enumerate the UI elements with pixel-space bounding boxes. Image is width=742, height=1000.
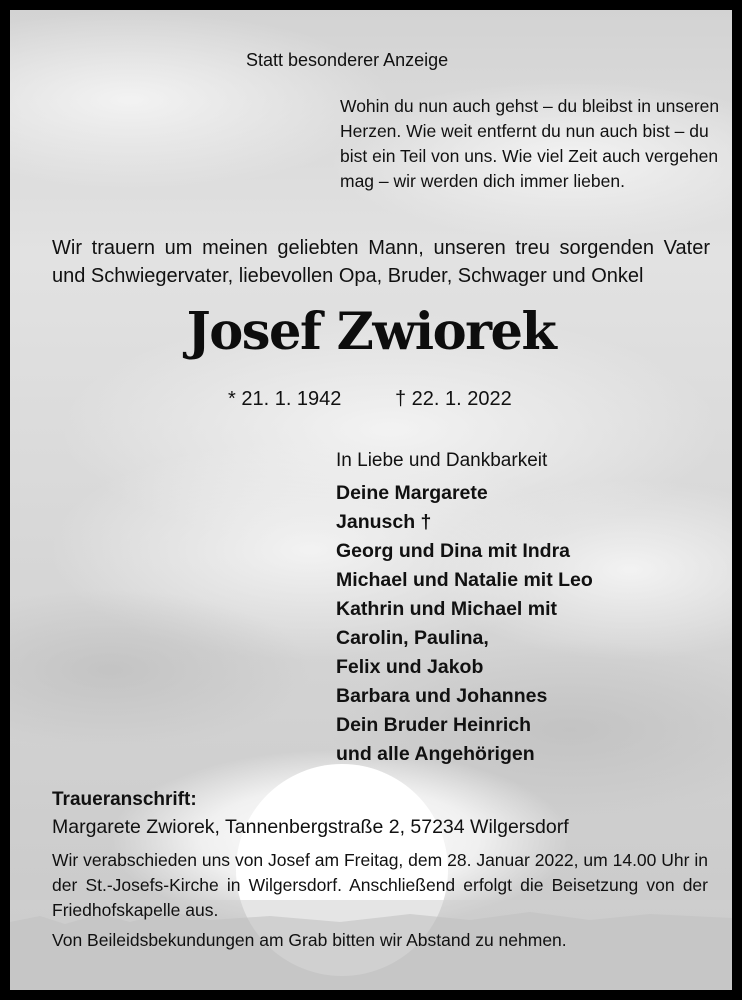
mourner-line: Carolin, Paulina, [336, 627, 489, 649]
mourning-address-label: Traueranschrift: [52, 789, 197, 810]
deceased-name: Josef Zwiorek [186, 302, 556, 362]
mourner-line: Georg und Dina mit Indra [336, 540, 571, 562]
mourning-address: Margarete Zwiorek, Tannenbergstraße 2, 57234 Wilgersdorf [52, 816, 569, 838]
mourner-line: Deine Margarete [336, 482, 488, 504]
mourner-line: Michael und Natalie mit Leo [336, 569, 593, 591]
service-details: Wir verabschieden uns von Josef am Freitag, dem 28. Januar 2022, um 14.00 Uhr in der St.-Josefs-Kirche in Wilgersdorf. Anschließend erfolgt die Beisetzung von der Friedhofskapelle aus. [52, 850, 708, 920]
death-date: † 22. 1. 2022 [395, 388, 512, 410]
intro-text: Wir trauern um meinen geliebten Mann, unseren treu sorgenden Vater und Schwiegervater, liebevollen Opa, Bruder, Schwager und Onkel [52, 237, 710, 287]
mourner-line: Janusch † [336, 511, 432, 533]
birth-date: * 21. 1. 1942 [228, 388, 342, 410]
motto-text: Wohin du nun auch gehst – du bleibst in unseren Herzen. Wie weit entfernt du nun auch bist – du bist ein Teil von uns. Wie viel Zeit auch vergehen mag – wir werden dich immer lieben. [340, 96, 720, 191]
dedication-line: In Liebe und Dankbarkeit [336, 450, 548, 471]
condolence-notice: Von Beileidsbekundungen am Grab bitten wir Abstand zu nehmen. [52, 930, 567, 950]
mourner-line: Barbara und Johannes [336, 685, 548, 707]
mourner-line: Felix und Jakob [336, 656, 484, 678]
header-line: Statt besonderer Anzeige [246, 50, 449, 70]
mourner-line: und alle Angehörigen [336, 743, 535, 765]
mourner-line: Kathrin und Michael mit [336, 598, 558, 620]
mourner-line: Dein Bruder Heinrich [336, 714, 532, 736]
